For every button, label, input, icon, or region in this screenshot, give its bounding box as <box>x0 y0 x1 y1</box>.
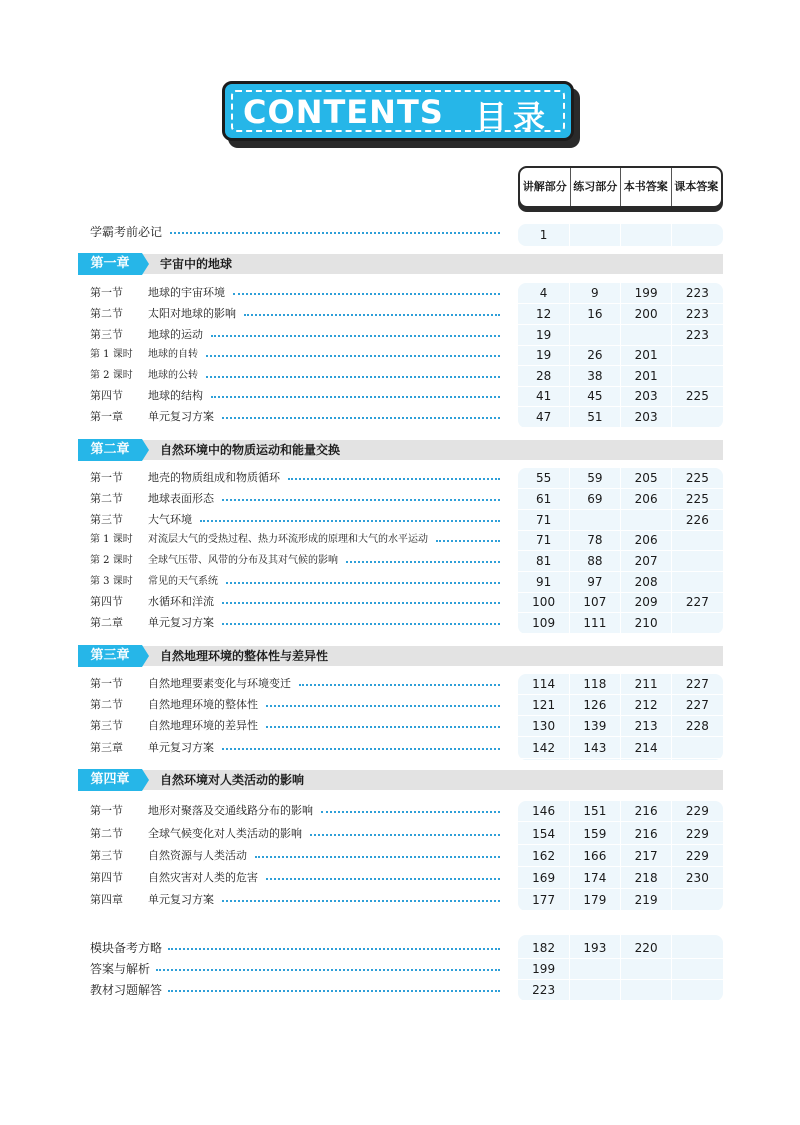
entry-title: 自然资源与人类活动 <box>148 849 247 862</box>
page-number: 19 <box>535 348 552 362</box>
leader-dots <box>206 376 500 378</box>
grid-line <box>620 935 621 1001</box>
page-number: 118 <box>583 677 607 691</box>
grid-line <box>518 844 723 845</box>
page-number <box>569 510 620 530</box>
toc-entry[interactable] <box>90 890 500 910</box>
entry-section: 第四节 <box>90 595 123 608</box>
page-number: 219 <box>634 893 658 907</box>
entry-section: 第一节 <box>90 677 123 690</box>
page-number: 206 <box>634 533 658 547</box>
leader-dots <box>222 623 500 625</box>
page-number: 166 <box>583 849 607 863</box>
entry-title: 水循环和洋流 <box>148 595 214 608</box>
grid-line <box>569 674 570 760</box>
leader-dots <box>222 499 500 501</box>
grid-line <box>518 633 723 634</box>
entry-title: 自然地理环境的整体性 <box>148 698 258 711</box>
page-number: 109 <box>532 616 556 630</box>
entry-section: 第 2 课时 <box>90 370 133 381</box>
grid-line <box>518 694 723 695</box>
entry-title: 教材习题解答 <box>90 983 163 997</box>
entry-section: 第二节 <box>90 698 123 711</box>
toc-entry[interactable] <box>90 386 500 406</box>
page-number: 59 <box>587 471 603 485</box>
entry-title: 对流层大气的受热过程、热力环流形成的原理和大气的水平运动 <box>148 534 428 545</box>
leader-dots <box>436 540 500 542</box>
entry-section: 第二节 <box>90 492 123 505</box>
entry-title: 地球表面形态 <box>148 492 214 505</box>
grid-line <box>518 530 723 531</box>
column-header-textbook-answers: 课本答案 <box>674 180 719 193</box>
toc-entry[interactable] <box>90 304 500 324</box>
page-number: 142 <box>532 741 556 755</box>
entry-title: 地壳的物质组成和物质循环 <box>148 471 280 484</box>
toc-entry[interactable] <box>90 959 500 979</box>
page-number: 206 <box>634 492 658 506</box>
entry-section: 第三节 <box>90 513 123 526</box>
page-number <box>672 530 723 550</box>
page-number: 45 <box>587 389 603 403</box>
toc-entry[interactable] <box>90 489 500 509</box>
leader-dots <box>299 684 500 686</box>
page-number: 217 <box>634 849 658 863</box>
toc-entry[interactable] <box>90 325 500 345</box>
grid-line <box>518 888 723 889</box>
toc-entry[interactable] <box>90 468 500 488</box>
grid-line <box>569 468 570 634</box>
page-number: 71 <box>535 513 552 527</box>
page-number: 225 <box>685 471 709 485</box>
leader-dots <box>226 582 500 584</box>
toc-entry[interactable] <box>90 674 500 694</box>
grid-line <box>518 736 723 737</box>
toc-entry[interactable] <box>90 345 500 365</box>
page-number: 78 <box>587 533 603 547</box>
page-number: 41 <box>535 389 552 403</box>
grid-line <box>620 224 621 246</box>
page-number: 151 <box>583 804 607 818</box>
entry-section: 第四节 <box>90 871 123 884</box>
leader-dots <box>156 969 500 971</box>
page-number: 212 <box>634 698 658 712</box>
page-number: 91 <box>535 575 552 589</box>
toc-entry[interactable] <box>90 980 500 1000</box>
page-number: 55 <box>535 471 552 485</box>
grid-line <box>518 365 723 366</box>
grid-line <box>518 488 723 489</box>
entry-section: 第一章 <box>90 410 123 423</box>
entry-title: 学霸考前必记 <box>90 225 163 239</box>
chapter-tag: 第三章 <box>78 645 142 667</box>
page-number: 12 <box>535 307 552 321</box>
page-number: 208 <box>634 575 658 589</box>
toc-entry[interactable] <box>90 801 500 821</box>
chapter-title: 宇宙中的地球 <box>160 257 233 271</box>
page-number <box>569 980 620 1000</box>
grid-line <box>518 910 723 911</box>
page-number: 229 <box>685 827 709 841</box>
page-number: 28 <box>535 369 552 383</box>
leader-dots <box>321 811 500 813</box>
page-number: 182 <box>532 941 556 955</box>
grid-line <box>518 715 723 716</box>
page-number: 210 <box>634 616 658 630</box>
grid-line <box>671 224 672 246</box>
leader-dots <box>266 705 500 707</box>
leader-dots <box>168 948 500 950</box>
page-number: 201 <box>634 348 658 362</box>
grid-line <box>518 386 723 387</box>
grid-line <box>620 801 621 911</box>
page-number: 226 <box>685 513 709 527</box>
entry-title: 地球的公转 <box>148 370 198 381</box>
entry-title: 单元复习方案 <box>148 893 214 906</box>
leader-dots <box>244 314 500 316</box>
page-number: 229 <box>685 804 709 818</box>
page-number: 130 <box>532 719 556 733</box>
page-number: 88 <box>587 554 603 568</box>
leader-dots <box>211 396 500 398</box>
entry-title: 大气环境 <box>148 513 192 526</box>
page-number <box>672 613 723 633</box>
page-number: 230 <box>685 871 709 885</box>
page-number: 9 <box>591 286 599 300</box>
entry-section: 第一节 <box>90 471 123 484</box>
chapter-title: 自然环境中的物质运动和能量交换 <box>160 443 341 457</box>
page-number: 81 <box>535 554 552 568</box>
page-number: 126 <box>583 698 607 712</box>
title-chinese: 目录 <box>475 98 552 136</box>
entry-section: 第二节 <box>90 307 123 320</box>
page-number <box>621 510 672 530</box>
leader-dots <box>211 335 500 337</box>
chapter-title: 自然环境对人类活动的影响 <box>160 773 305 787</box>
leader-dots <box>222 417 500 419</box>
grid-line <box>518 509 723 510</box>
grid-line <box>518 427 723 428</box>
grid-line <box>518 571 723 572</box>
page-number: 146 <box>532 804 556 818</box>
entry-section: 第四节 <box>90 389 123 402</box>
page-number: 216 <box>634 827 658 841</box>
leader-dots <box>233 293 500 295</box>
page-number: 227 <box>685 595 709 609</box>
page-number <box>672 980 723 1000</box>
entry-title: 答案与解析 <box>90 962 151 976</box>
grid-line <box>518 1000 723 1001</box>
page-number: 225 <box>685 492 709 506</box>
grid-line <box>671 468 672 634</box>
page-number: 1 <box>539 228 548 242</box>
page-number: 97 <box>587 575 603 589</box>
page-number: 223 <box>532 983 556 997</box>
grid-line <box>518 758 723 759</box>
page-number: 203 <box>634 389 658 403</box>
page-number <box>621 959 672 979</box>
grid-line <box>518 345 723 346</box>
page-number <box>672 938 723 958</box>
page-number <box>672 551 723 571</box>
entry-title: 单元复习方案 <box>148 741 214 754</box>
toc-entry[interactable] <box>90 530 500 550</box>
page-number: 139 <box>583 719 607 733</box>
toc-entry[interactable] <box>90 510 500 530</box>
title-english: CONTENTS <box>243 93 444 131</box>
page-number <box>672 225 723 245</box>
page-number: 4 <box>539 286 548 300</box>
page-number: 199 <box>532 962 556 976</box>
grid-line <box>518 979 723 980</box>
grid-line <box>620 468 621 634</box>
page-number: 179 <box>583 893 607 907</box>
chapter-tag: 第四章 <box>78 769 142 791</box>
toc-entry[interactable] <box>90 846 500 866</box>
leader-dots <box>222 900 500 902</box>
leader-dots <box>222 748 500 750</box>
page-number: 111 <box>583 616 607 630</box>
page-number: 205 <box>634 471 658 485</box>
entry-section: 第一节 <box>90 804 123 817</box>
toc-entry[interactable] <box>90 551 500 571</box>
toc-entry[interactable] <box>90 366 500 386</box>
entry-section: 第 1 课时 <box>90 534 133 545</box>
page-number: 71 <box>535 533 552 547</box>
column-header-lecture: 讲解部分 <box>520 168 571 206</box>
entry-title: 常见的天气系统 <box>148 576 218 587</box>
toc-entry[interactable] <box>90 824 500 844</box>
entry-section: 第二章 <box>90 616 123 629</box>
page-number: 200 <box>634 307 658 321</box>
entry-title: 地球的运动 <box>148 328 203 341</box>
entry-section: 第 2 课时 <box>90 555 133 566</box>
page-number: 214 <box>634 741 658 755</box>
page-number: 207 <box>634 554 658 568</box>
page-number: 169 <box>532 871 556 885</box>
toc-entry[interactable] <box>90 407 500 427</box>
page-number: 213 <box>634 719 658 733</box>
page-number <box>621 325 672 345</box>
page-number: 193 <box>583 941 607 955</box>
chapter-tag: 第二章 <box>78 439 142 461</box>
entry-section: 第一节 <box>90 286 123 299</box>
page-number <box>672 572 723 592</box>
toc-entry[interactable] <box>90 283 500 303</box>
entry-section: 第三节 <box>90 719 123 732</box>
page-number <box>569 325 620 345</box>
page-number <box>672 738 723 758</box>
entry-title: 单元复习方案 <box>148 616 214 629</box>
entry-title: 自然灾害对人类的危害 <box>148 871 258 884</box>
entry-title: 地形对聚落及交通线路分布的影响 <box>148 804 313 817</box>
page-number: 47 <box>535 410 552 424</box>
column-header-practice: 练习部分 <box>571 168 622 206</box>
page-number: 220 <box>634 941 658 955</box>
grid-line <box>518 958 723 959</box>
leader-dots <box>255 856 500 858</box>
entry-title: 地球的自转 <box>148 349 198 360</box>
entry-title: 自然地理要素变化与环境变迁 <box>148 677 291 690</box>
leader-dots <box>266 726 500 728</box>
page-number: 223 <box>685 286 709 300</box>
entry-title: 自然地理环境的差异性 <box>148 719 258 732</box>
grid-line <box>569 224 570 246</box>
grid-line <box>671 801 672 911</box>
page-number: 203 <box>634 410 658 424</box>
chapter-tag: 第一章 <box>78 253 142 275</box>
leader-dots <box>346 561 500 563</box>
entry-section: 第三章 <box>90 741 123 754</box>
grid-line <box>671 674 672 760</box>
page-number: 211 <box>634 677 658 691</box>
page-number: 228 <box>685 719 709 733</box>
entry-title: 太阳对地球的影响 <box>148 307 236 320</box>
page-number <box>672 959 723 979</box>
toc-entry[interactable] <box>90 592 500 612</box>
toc-entry[interactable] <box>90 738 500 758</box>
page-number: 114 <box>532 677 556 691</box>
page-number <box>672 366 723 386</box>
page-number: 19 <box>535 328 552 342</box>
entry-title: 全球气候变化对人类活动的影响 <box>148 827 302 840</box>
page-number: 51 <box>587 410 603 424</box>
page-number: 69 <box>587 492 603 506</box>
column-header-book-answers: 本书答案 <box>621 168 672 206</box>
grid-line <box>518 303 723 304</box>
entry-section: 第三节 <box>90 849 123 862</box>
entry-section: 第 1 课时 <box>90 349 133 360</box>
leader-dots <box>168 990 500 992</box>
page-number <box>569 225 620 245</box>
page-number: 225 <box>685 389 709 403</box>
grid-line <box>518 550 723 551</box>
toc-entry[interactable] <box>90 572 500 592</box>
page-number: 218 <box>634 871 658 885</box>
leader-dots <box>170 232 500 234</box>
leader-dots <box>206 355 500 357</box>
page-number: 209 <box>634 595 658 609</box>
page-number: 162 <box>532 849 556 863</box>
page-number <box>672 890 723 910</box>
page-number <box>672 407 723 427</box>
entry-section: 第二节 <box>90 827 123 840</box>
page-number: 16 <box>587 307 603 321</box>
leader-dots <box>288 478 500 480</box>
leader-dots <box>266 878 500 880</box>
toc-entry[interactable] <box>90 695 500 715</box>
page-number: 216 <box>634 804 658 818</box>
page-number: 177 <box>532 893 556 907</box>
page-number: 38 <box>587 369 603 383</box>
page-number <box>621 225 672 245</box>
grid-line <box>569 935 570 1001</box>
grid-line <box>518 406 723 407</box>
entry-title: 全球气压带、风带的分布及其对气候的影响 <box>148 555 338 566</box>
grid-line <box>569 801 570 911</box>
leader-dots <box>222 602 500 604</box>
entry-title: 单元复习方案 <box>148 410 214 423</box>
entry-title: 地球的宇宙环境 <box>148 286 225 299</box>
toc-entry[interactable] <box>90 613 500 633</box>
grid-line <box>518 592 723 593</box>
page-number: 143 <box>583 741 607 755</box>
page-number: 159 <box>583 827 607 841</box>
page-number: 229 <box>685 849 709 863</box>
leader-dots <box>200 520 500 522</box>
page-number: 154 <box>532 827 556 841</box>
chapter-title: 自然地理环境的整体性与差异性 <box>160 649 329 663</box>
grid-line <box>518 821 723 822</box>
grid-line <box>518 612 723 613</box>
page-number: 107 <box>583 595 607 609</box>
grid-line <box>518 866 723 867</box>
page-number: 100 <box>532 595 556 609</box>
page-number: 61 <box>535 492 552 506</box>
page-number: 121 <box>532 698 556 712</box>
column-header <box>518 166 723 208</box>
grid-line <box>620 674 621 760</box>
page-number: 223 <box>685 307 709 321</box>
page-number <box>569 959 620 979</box>
page-number: 201 <box>634 369 658 383</box>
toc-entry[interactable] <box>90 222 500 242</box>
page-number <box>672 345 723 365</box>
page-number: 227 <box>685 677 709 691</box>
page-number: 199 <box>634 286 658 300</box>
toc-entry[interactable] <box>90 868 500 888</box>
grid-line <box>671 935 672 1001</box>
title-badge <box>222 81 574 141</box>
entry-title: 模块备考方略 <box>90 941 163 955</box>
page-number: 174 <box>583 871 607 885</box>
page-number: 26 <box>587 348 603 362</box>
entry-section: 第 3 课时 <box>90 576 133 587</box>
page-number: 227 <box>685 698 709 712</box>
entry-title: 地球的结构 <box>148 389 203 402</box>
entry-section: 第四章 <box>90 893 123 906</box>
toc-entry[interactable] <box>90 938 500 958</box>
grid-line <box>518 324 723 325</box>
page-number <box>621 980 672 1000</box>
leader-dots <box>310 834 500 836</box>
toc-entry[interactable] <box>90 716 500 736</box>
entry-section: 第三节 <box>90 328 123 341</box>
page-number: 223 <box>685 328 709 342</box>
